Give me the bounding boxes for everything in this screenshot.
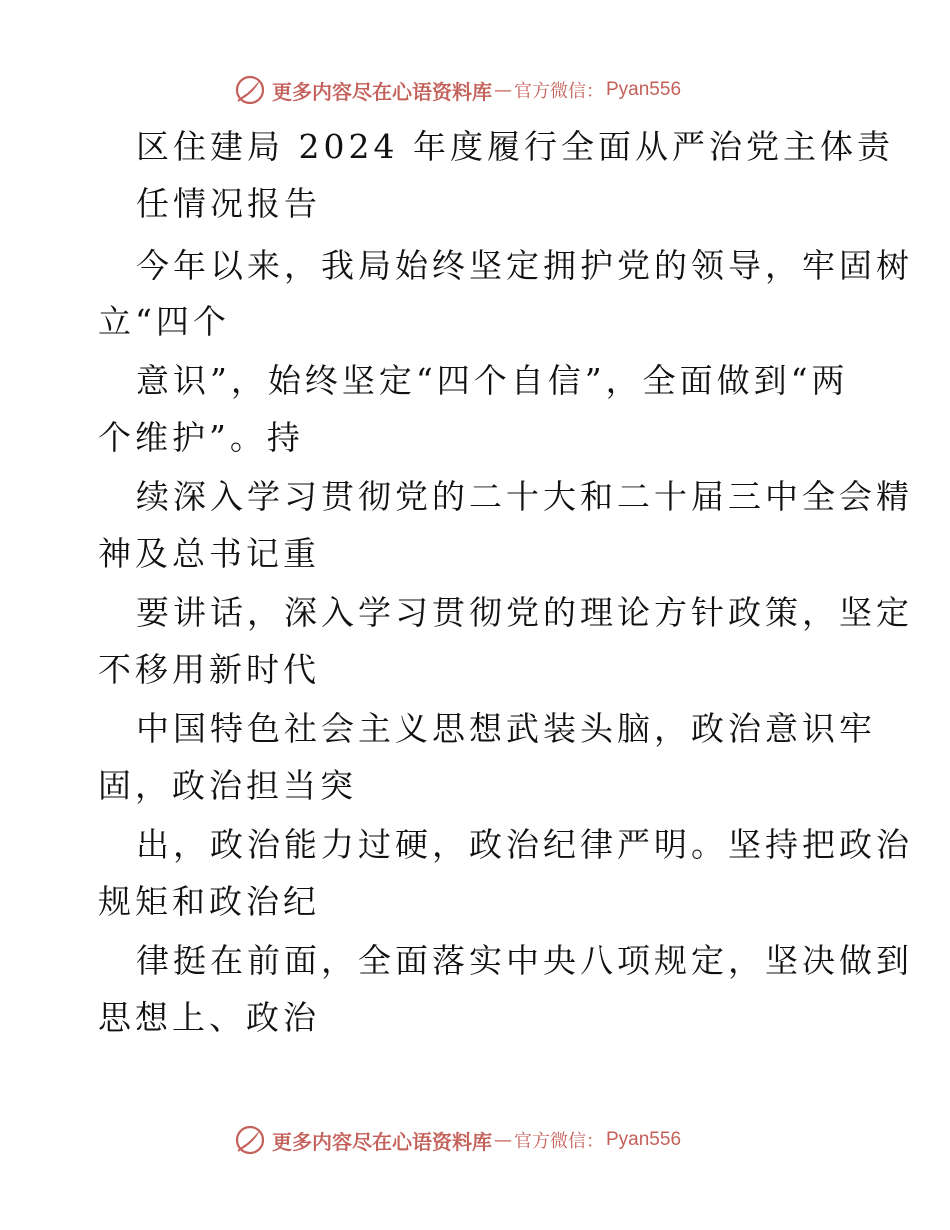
- watermark-brand-text: 更多内容尽在心语资料库: [272, 1129, 492, 1154]
- document-title-line-2: 任情况报告: [136, 184, 321, 223]
- watermark-dash: —: [494, 1129, 512, 1151]
- paragraph-line: 律挺在前面，全面落实中央八项规定，坚决做到: [136, 941, 913, 980]
- paragraph-line: 中国特色社会主义思想武装头脑，政治意识牢: [136, 709, 876, 748]
- paragraph-line: 出，政治能力过硬，政治纪律严明。坚持把政治: [136, 825, 913, 864]
- paragraph-line: 个维护”。持: [98, 418, 304, 457]
- watermark-official-label: 官方微信：: [514, 1131, 604, 1152]
- paragraph-line: 立“四个: [98, 302, 230, 341]
- watermark-wechat-id: Pyan556: [606, 79, 682, 100]
- paragraph-line: 今年以来，我局始终坚定拥护党的领导，牢固树: [136, 246, 913, 285]
- paragraph-line: 固，政治担当突: [98, 766, 357, 805]
- document-title-line-1: 区住建局 2024 年度履行全面从严治党主体责: [136, 127, 894, 166]
- quill-pen-logo-icon: [234, 74, 266, 106]
- watermark-wechat-id: Pyan556: [606, 1129, 682, 1150]
- paragraph-line: 续深入学习贯彻党的二十大和二十届三中全会精: [136, 477, 913, 516]
- paragraph-line: 规矩和政治纪: [98, 882, 320, 921]
- header-watermark: [234, 73, 681, 107]
- watermark-brand-text: 更多内容尽在心语资料库: [272, 79, 492, 104]
- footer-watermark: [234, 1123, 681, 1157]
- watermark-dash: —: [494, 79, 512, 101]
- paragraph-line: 意识”，始终坚定“四个自信”，全面做到“两: [136, 361, 849, 400]
- paragraph-line: 不移用新时代: [98, 650, 320, 689]
- paragraph-line: 思想上、政治: [98, 998, 320, 1037]
- paragraph-line: 要讲话，深入学习贯彻党的理论方针政策，坚定: [136, 593, 913, 632]
- paragraph-line: 神及总书记重: [98, 534, 320, 573]
- quill-pen-logo-icon: [234, 1124, 266, 1156]
- watermark-official-label: 官方微信：: [514, 81, 604, 102]
